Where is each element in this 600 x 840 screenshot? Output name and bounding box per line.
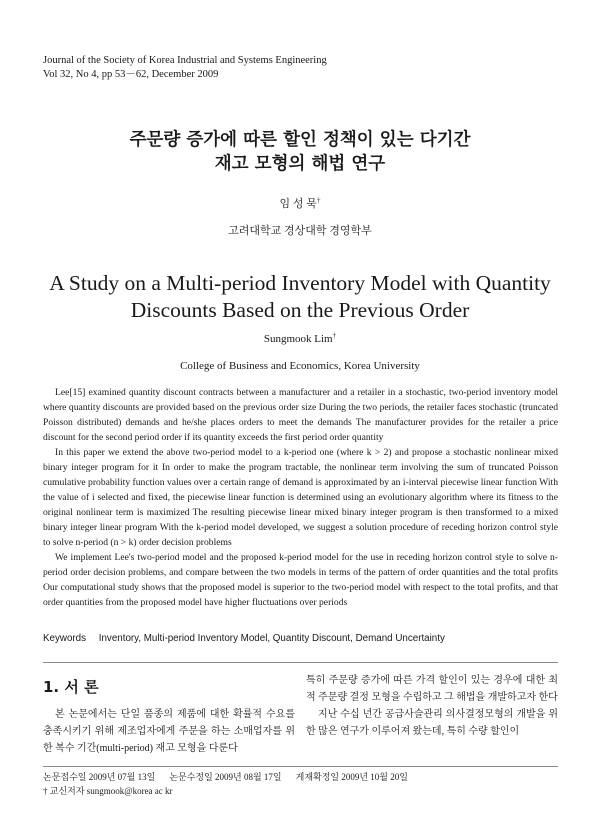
korean-affiliation: 고려대학교 경상대학 경영학부 (228, 225, 372, 237)
korean-author-name: 임 성 묵 (279, 198, 317, 210)
corresponding-mark: † (43, 786, 48, 796)
divider (43, 662, 558, 663)
abstract-paragraph-2: In this paper we extend the above two-period model to a k-period one (where k > 2) and propose a stochastic nonlinear mixed binary integer program for it In order to make the program tractable, the nonlinear term involving the sum of truncated Poisson cumulative probability function values over a certain range of demand is approximated by an i-interval piecewise linear function With the value of i selected and fixed, the piecewise linear function is determined using an evolutionary algorithm where its fitness to the original nonlinear term is maximized The resulting piecewise linear mixed binary integer program is then transformed to a mixed binary integer linear program With the k-period model developed, we suggest a solution procedure of receding horizon control style to solve n-period (n > k) order decision problems (43, 447, 558, 548)
english-title-line2: Discounts Based on the Previous Order (130, 298, 470, 322)
korean-title-line1: 주문량 증가에 따른 할인 정책이 있는 다기간 (129, 130, 471, 150)
corresponding-email: 교신저자 sungmook@korea ac kr (49, 786, 173, 796)
abstract (43, 385, 558, 610)
english-title-line1: A Study on a Multi-period Inventory Model with Quantity (49, 271, 551, 295)
body-left-column (43, 706, 295, 757)
body-right-column (306, 672, 558, 740)
journal-volume: Vol 32, No 4, pp 53－62, December 2009 (43, 68, 219, 80)
footer-dates (43, 770, 558, 783)
journal-name: Journal of the Society of Korea Industrial and Systems Engineering (43, 55, 327, 66)
english-author-name: Sungmook Lim (263, 333, 333, 345)
corresponding-author (43, 784, 173, 797)
keywords (43, 633, 558, 644)
korean-author (0, 195, 600, 211)
english-affiliation: College of Business and Economics, Korea University (180, 360, 420, 372)
footer-divider (43, 766, 558, 767)
english-author (0, 333, 600, 345)
english-author-mark: † (332, 331, 337, 340)
journal-header (43, 54, 327, 81)
keywords-text: Inventory, Multi-period Inventory Model, Quantity Discount, Demand Uncertainty (98, 633, 445, 644)
section-heading: 1. 서 론 (43, 678, 99, 696)
accepted-date: 게재확정일 2009년 10월 20일 (295, 772, 408, 782)
korean-title-line2: 재고 모형의 해법 연구 (214, 154, 386, 174)
english-title (0, 270, 600, 324)
revised-date: 논문수정일 2009년 08월 17일 (169, 772, 282, 782)
body-paragraph: 특히 주문량 증가에 따른 가격 할인이 있는 경우에 대한 최적 주문량 결정 모형을 수립하고 그 해법을 개발하고자 한다 (306, 675, 558, 703)
abstract-paragraph-1: Lee[15] examined quantity discount contracts between a manufacturer and a retailer in a stochastic, two-period inventory model where quantity discounts are provided based on the previous order size During the two periods, the retailer faces stochastic (truncated Poisson distributed) demands and he/she places orders to meet the demands The manufacturer provides for the retailer a price discount for the second period order if its quantity exceeds the first period order quantity (43, 387, 558, 443)
received-date: 논문접수일 2009년 07월 13일 (43, 772, 156, 782)
abstract-paragraph-3: We implement Lee's two-period model and the proposed k-period model for the use in receding horizon control style to solve n-period order decision problems, and compare between the two models in terms of the pattern of order quantities and the total profits Our computational study shows that the proposed model is superior to the two-period model with respect to the total profits, and that order quantities from the proposed model have higher fluctuations over periods (43, 552, 558, 608)
body-paragraph: 지난 수십 년간 공급사슬관리 의사결정모형의 개발을 위한 많은 연구가 이루어져 왔는데, 특히 수량 할인이 (306, 709, 558, 737)
korean-author-mark: † (316, 196, 321, 205)
keywords-label: Keywords (43, 633, 87, 644)
korean-title (0, 128, 600, 176)
body-paragraph: 본 논문에서는 단일 품종의 제품에 대한 확률적 수요를 충족시키기 위해 제조업자에게 주문을 하는 소매업자를 위한 복수 기간(multi-period) 재고 모형을 다룬다 (43, 709, 295, 754)
